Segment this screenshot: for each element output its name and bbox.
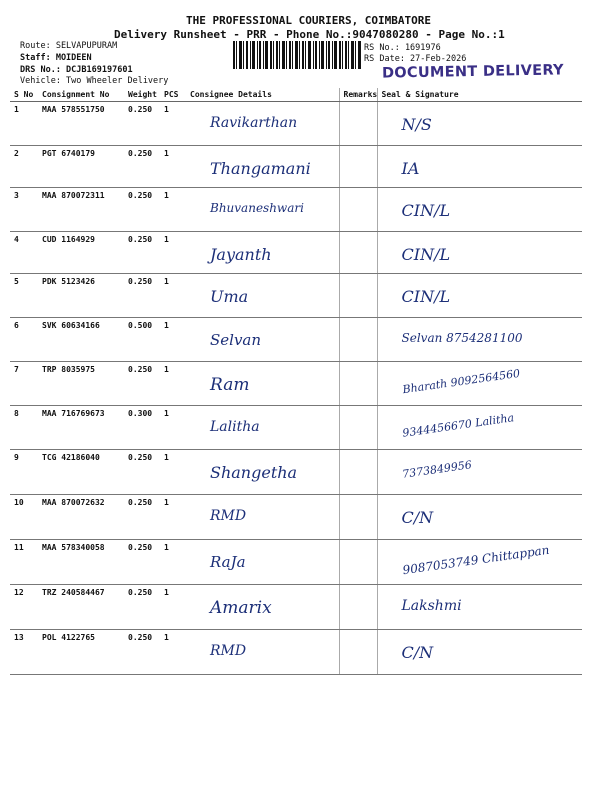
row-consignment-no: MAA 716769673: [38, 406, 124, 450]
drs-label: DRS No.: DCJB169197601: [20, 65, 133, 75]
row-remarks: [339, 406, 377, 450]
col-pcs: PCS: [160, 88, 186, 102]
col-consignee: Consignee Details: [186, 88, 339, 102]
row-consignee: [186, 362, 339, 406]
handwritten-signature: IA: [401, 159, 420, 178]
row-pcs: 1: [160, 274, 186, 318]
row-sno: 2: [10, 146, 38, 188]
row-consignee: [186, 495, 339, 540]
row-remarks: [339, 585, 377, 630]
row-remarks: [339, 318, 377, 362]
company-title: THE PROFESSIONAL COURIERS, COIMBATORE: [186, 14, 432, 27]
row-seal-signature: [377, 232, 582, 274]
barcode-image: [233, 41, 361, 69]
row-consignee: [186, 585, 339, 630]
rs-number: RS No.: 1691976: [364, 43, 441, 53]
row-consignment-no: TRP 8035975: [38, 362, 124, 406]
row-seal-signature: [377, 450, 582, 495]
handwritten-signature: 7373849956: [400, 458, 473, 481]
row-consignment-no: CUD 1164929: [38, 232, 124, 274]
row-pcs: 1: [160, 362, 186, 406]
row-remarks: [339, 274, 377, 318]
row-pcs: 1: [160, 102, 186, 146]
table-row: [10, 406, 582, 450]
handwritten-consignee: RMD: [210, 643, 247, 659]
row-weight: 0.250: [124, 146, 160, 188]
row-consignment-no: MAA 578551750: [38, 102, 124, 146]
row-sno: 9: [10, 450, 38, 495]
handwritten-signature: Selvan 8754281100: [401, 331, 523, 345]
handwritten-consignee: RaJa: [210, 553, 246, 571]
handwritten-signature: Bharath 9092564560: [401, 366, 521, 397]
row-sno: 8: [10, 406, 38, 450]
row-seal-signature: [377, 585, 582, 630]
row-sno: 5: [10, 274, 38, 318]
row-consignee: [186, 274, 339, 318]
row-weight: 0.250: [124, 232, 160, 274]
table-row: [10, 274, 582, 318]
row-seal-signature: [377, 495, 582, 540]
row-consignee: [186, 146, 339, 188]
row-weight: 0.250: [124, 450, 160, 495]
table-row: [10, 450, 582, 495]
row-consignee: [186, 540, 339, 585]
row-consignment-no: MAA 578340058: [38, 540, 124, 585]
row-sno: 11: [10, 540, 38, 585]
row-pcs: 1: [160, 495, 186, 540]
col-weight: Weight: [124, 88, 160, 102]
table-row: [10, 188, 582, 232]
handwritten-signature: CIN/L: [401, 245, 451, 264]
row-seal-signature: [377, 406, 582, 450]
row-seal-signature: [377, 362, 582, 406]
handwritten-signature: CIN/L: [401, 201, 451, 220]
table-row: [10, 146, 582, 188]
row-weight: 0.250: [124, 540, 160, 585]
row-consignee: [186, 232, 339, 274]
handwritten-signature: C/N: [401, 643, 434, 662]
row-sno: 4: [10, 232, 38, 274]
row-pcs: 1: [160, 540, 186, 585]
handwritten-consignee: Selvan: [210, 331, 262, 349]
row-consignee: [186, 188, 339, 232]
table-header-row: [10, 88, 582, 102]
row-remarks: [339, 102, 377, 146]
row-pcs: 1: [160, 585, 186, 630]
row-weight: 0.250: [124, 585, 160, 630]
row-pcs: 1: [160, 630, 186, 675]
table-row: [10, 362, 582, 406]
table-row: [10, 318, 582, 362]
row-seal-signature: [377, 188, 582, 232]
row-sno: 1: [10, 102, 38, 146]
row-consignee: [186, 102, 339, 146]
row-seal-signature: [377, 540, 582, 585]
col-seal: Seal & Signature: [377, 88, 582, 102]
row-sno: 6: [10, 318, 38, 362]
handwritten-consignee: Lalitha: [210, 419, 260, 435]
table-row: [10, 540, 582, 585]
row-consignment-no: MAA 870072311: [38, 188, 124, 232]
row-remarks: [339, 630, 377, 675]
handwritten-consignee: Jayanth: [210, 245, 272, 264]
row-weight: 0.250: [124, 495, 160, 540]
rs-date: RS Date: 27-Feb-2026: [364, 54, 467, 64]
row-weight: 0.250: [124, 102, 160, 146]
row-remarks: [339, 540, 377, 585]
row-consignment-no: MAA 870072632: [38, 495, 124, 540]
handwritten-consignee: Ravikarthan: [210, 115, 298, 131]
row-seal-signature: [377, 274, 582, 318]
row-sno: 12: [10, 585, 38, 630]
row-pcs: 1: [160, 406, 186, 450]
row-weight: 0.250: [124, 188, 160, 232]
row-remarks: [339, 232, 377, 274]
col-remarks: Remarks: [339, 88, 377, 102]
table-row: [10, 585, 582, 630]
row-consignment-no: POL 4122765: [38, 630, 124, 675]
handwritten-signature: C/N: [401, 508, 434, 527]
col-consignment: Consignment No: [38, 88, 124, 102]
row-consignment-no: SVK 60634166: [38, 318, 124, 362]
runsheet-subtitle: Delivery Runsheet - PRR - Phone No.:9047080280 - Page No.:1: [114, 28, 505, 41]
handwritten-consignee: Uma: [210, 287, 249, 306]
row-consignee: [186, 406, 339, 450]
handwritten-consignee: RMD: [210, 508, 247, 524]
table-row: [10, 495, 582, 540]
row-remarks: [339, 146, 377, 188]
document-delivery-stamp: DOCUMENT DELIVERY: [381, 62, 565, 82]
handwritten-signature: 9344456670 Lalitha: [401, 411, 515, 440]
row-weight: 0.250: [124, 630, 160, 675]
route-label: Route: SELVAPUPURAM: [20, 41, 118, 51]
handwritten-consignee: Thangamani: [210, 159, 311, 178]
row-consignee: [186, 318, 339, 362]
handwritten-signature: Lakshmi: [401, 598, 462, 614]
handwritten-consignee: Amarix: [210, 598, 272, 618]
row-remarks: [339, 450, 377, 495]
vehicle-label: Vehicle: Two Wheeler Delivery: [20, 76, 169, 86]
runsheet-table: [10, 88, 582, 675]
row-weight: 0.250: [124, 274, 160, 318]
row-seal-signature: [377, 102, 582, 146]
col-sno: S No: [10, 88, 38, 102]
table-row: [10, 630, 582, 675]
row-remarks: [339, 188, 377, 232]
handwritten-consignee: Ram: [210, 375, 250, 395]
row-sno: 7: [10, 362, 38, 406]
row-pcs: 1: [160, 232, 186, 274]
row-consignment-no: PDK 5123426: [38, 274, 124, 318]
row-sno: 13: [10, 630, 38, 675]
row-pcs: 1: [160, 450, 186, 495]
handwritten-consignee: Bhuvaneshwari: [210, 201, 304, 215]
handwritten-consignee: Shangetha: [210, 463, 298, 482]
row-pcs: 1: [160, 146, 186, 188]
row-weight: 0.500: [124, 318, 160, 362]
row-seal-signature: [377, 318, 582, 362]
row-consignment-no: TCG 42186040: [38, 450, 124, 495]
handwritten-signature: CIN/L: [401, 287, 451, 306]
row-weight: 0.300: [124, 406, 160, 450]
row-sno: 10: [10, 495, 38, 540]
row-remarks: [339, 495, 377, 540]
handwritten-signature: 9087053749 Chittappan: [401, 542, 550, 578]
row-pcs: 1: [160, 188, 186, 232]
row-consignment-no: TRZ 240584467: [38, 585, 124, 630]
row-consignee: [186, 630, 339, 675]
row-sno: 3: [10, 188, 38, 232]
row-seal-signature: [377, 146, 582, 188]
row-pcs: 1: [160, 318, 186, 362]
staff-label: Staff: MOIDEEN: [20, 53, 92, 63]
handwritten-signature: N/S: [401, 115, 432, 134]
row-remarks: [339, 362, 377, 406]
row-consignee: [186, 450, 339, 495]
row-weight: 0.250: [124, 362, 160, 406]
row-consignment-no: PGT 6740179: [38, 146, 124, 188]
table-row: [10, 232, 582, 274]
row-seal-signature: [377, 630, 582, 675]
table-row: [10, 102, 582, 146]
